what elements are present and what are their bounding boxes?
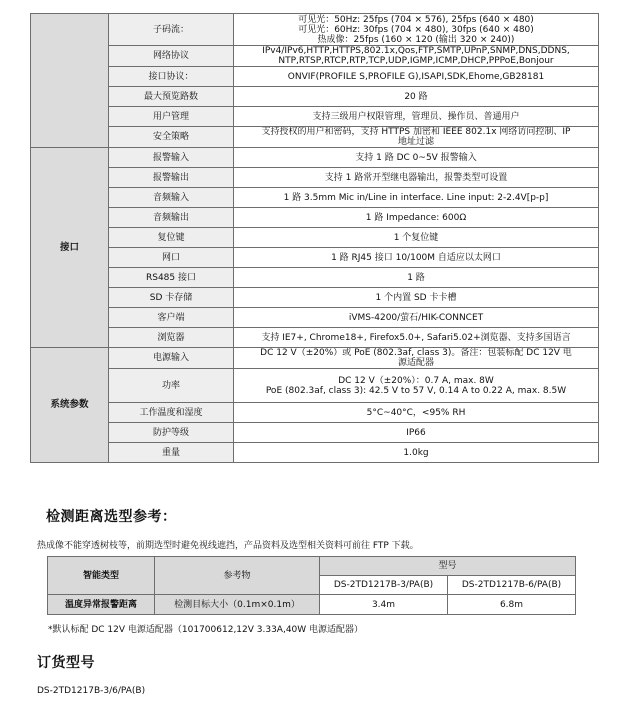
- spec-value: DC 12 V（±20%）或 PoE (802.3af, class 3)。备注：包装标配 DC 12V 电 源适配器: [234, 348, 599, 369]
- spec-label: 网络协议: [109, 46, 234, 67]
- spec-value: 支持 1 路常开型继电器输出，报警类型可设置: [234, 168, 599, 188]
- spec-value: IP66: [234, 423, 599, 443]
- spec-row: [31, 403, 599, 423]
- col-model-header: 型号: [320, 557, 576, 576]
- spec-row: [31, 87, 599, 107]
- spec-row: [31, 308, 599, 328]
- spec-label: 接口协议：: [109, 67, 234, 87]
- spec-row: [31, 268, 599, 288]
- spec-value: 1 路 Impedance: 600Ω: [234, 208, 599, 228]
- spec-label: 电源输入: [109, 348, 234, 369]
- spec-value: 20 路: [234, 87, 599, 107]
- spec-row: [31, 148, 599, 168]
- spec-label: 浏览器: [109, 328, 234, 348]
- spec-value: 支持授权的用户和密码，支持 HTTPS 加密和 IEEE 802.1x 网络访问控制、IP 地址过滤: [234, 127, 599, 148]
- spec-value: 支持 IE7+, Chrome18+, Firefox5.0+, Safari5.02+浏览器、支持多国语言: [234, 328, 599, 348]
- spec-value: IPv4/IPv6,HTTP,HTTPS,802.1x,Qos,FTP,SMTP,UPnP,SNMP,DNS,DDNS, NTP,RTSP,RTCP,RTP,TCP,UDP,IGMP,ICMP,DHCP,PPPoE,Bonjour: [234, 46, 599, 67]
- spec-table: [30, 13, 599, 463]
- spec-label: 音频输出: [109, 208, 234, 228]
- spec-value: 1 个内置 SD 卡卡槽: [234, 288, 599, 308]
- spec-label: 子码流：: [109, 14, 234, 46]
- spec-value: 支持三级用户权限管理，管理员、操作员、普通用户: [234, 107, 599, 127]
- model-cell: DS-2TD1217B-3/PA(B): [320, 576, 448, 595]
- spec-value: 1.0kg: [234, 443, 599, 463]
- spec-value: iVMS-4200/萤石/HIK-CONNCET: [234, 308, 599, 328]
- spec-label: 重量: [109, 443, 234, 463]
- detection-table: [47, 556, 576, 615]
- spec-value: 5°C~40°C，<95% RH: [234, 403, 599, 423]
- order-model: DS-2TD1217B-3/6/PA(B): [37, 686, 146, 696]
- spec-value: 1 路: [234, 268, 599, 288]
- row-type-cell: 温度异常报警距离: [48, 595, 155, 615]
- spec-value: 可见光：50Hz: 25fps (704 × 576), 25fps (640 × 480) 可见光：60Hz: 30fps (704 × 480), 30fps (640 × 480) 热成像：25fps (160 × 120 (输出 320 × 240)): [234, 14, 599, 46]
- spec-value: 1 个复位键: [234, 228, 599, 248]
- group-cell-system: 系统参数: [31, 348, 109, 463]
- col-ref-header: 参考物: [155, 557, 320, 595]
- spec-label: 用户管理: [109, 107, 234, 127]
- spec-row: [31, 348, 599, 369]
- spec-row: [31, 208, 599, 228]
- spec-label: 最大预览路数: [109, 87, 234, 107]
- detection-heading: 检测距离选型参考：: [46, 509, 177, 525]
- spec-row: [31, 107, 599, 127]
- spec-label: 功率: [109, 369, 234, 403]
- spec-row: [31, 228, 599, 248]
- spec-row: [31, 328, 599, 348]
- spec-row: [31, 423, 599, 443]
- spec-label: SD 卡存储: [109, 288, 234, 308]
- spec-label: 报警输出: [109, 168, 234, 188]
- group-cell-top: [31, 14, 109, 148]
- spec-row: [31, 127, 599, 148]
- distance-value: 6.8m: [448, 595, 576, 615]
- detection-note: 热成像不能穿透树枝等，前期选型时避免视线遮挡，产品资料及选型相关资料可前往 FTP 下载。: [37, 541, 419, 551]
- spec-value: 1 路 3.5mm Mic in/Line in interface. Line input: 2-2.4V[p-p]: [234, 188, 599, 208]
- spec-row: [31, 369, 599, 403]
- spec-label: 音频输入: [109, 188, 234, 208]
- spec-value: 支持 1 路 DC 0~5V 报警输入: [234, 148, 599, 168]
- spec-row: [31, 288, 599, 308]
- spec-value: 1 路 RJ45 接口 10/100M 自适应以太网口: [234, 248, 599, 268]
- spec-row: [31, 248, 599, 268]
- spec-row: [31, 67, 599, 87]
- spec-label: 客户端: [109, 308, 234, 328]
- col-type-header: 智能类型: [48, 557, 155, 595]
- model-cell: DS-2TD1217B-6/PA(B): [448, 576, 576, 595]
- spec-label: 网口: [109, 248, 234, 268]
- distance-value: 3.4m: [320, 595, 448, 615]
- spec-row: [31, 168, 599, 188]
- spec-label: 防护等级: [109, 423, 234, 443]
- adapter-footnote: *默认标配 DC 12V 电源适配器（101700612,12V 3.33A,40W 电源适配器）: [48, 625, 364, 635]
- spec-row: [31, 46, 599, 67]
- spec-label: RS485 接口: [109, 268, 234, 288]
- spec-row: [31, 188, 599, 208]
- spec-label: 报警输入: [109, 148, 234, 168]
- spec-row: [31, 443, 599, 463]
- row-ref-cell: 检测目标大小（0.1m×0.1m）: [155, 595, 320, 615]
- spec-value: DC 12 V（±20%）：0.7 A, max. 8W PoE (802.3af, class 3): 42.5 V to 57 V, 0.14 A to 0.22 A, max. 8.5W: [234, 369, 599, 403]
- spec-row: [31, 14, 599, 46]
- order-heading: 订货型号: [37, 655, 95, 671]
- spec-label: 工作温度和湿度: [109, 403, 234, 423]
- spec-value: ONVIF(PROFILE S,PROFILE G),ISAPI,SDK,Ehome,GB28181: [234, 67, 599, 87]
- spec-label: 复位键: [109, 228, 234, 248]
- group-cell-interface: 接口: [31, 148, 109, 348]
- spec-label: 安全策略: [109, 127, 234, 148]
